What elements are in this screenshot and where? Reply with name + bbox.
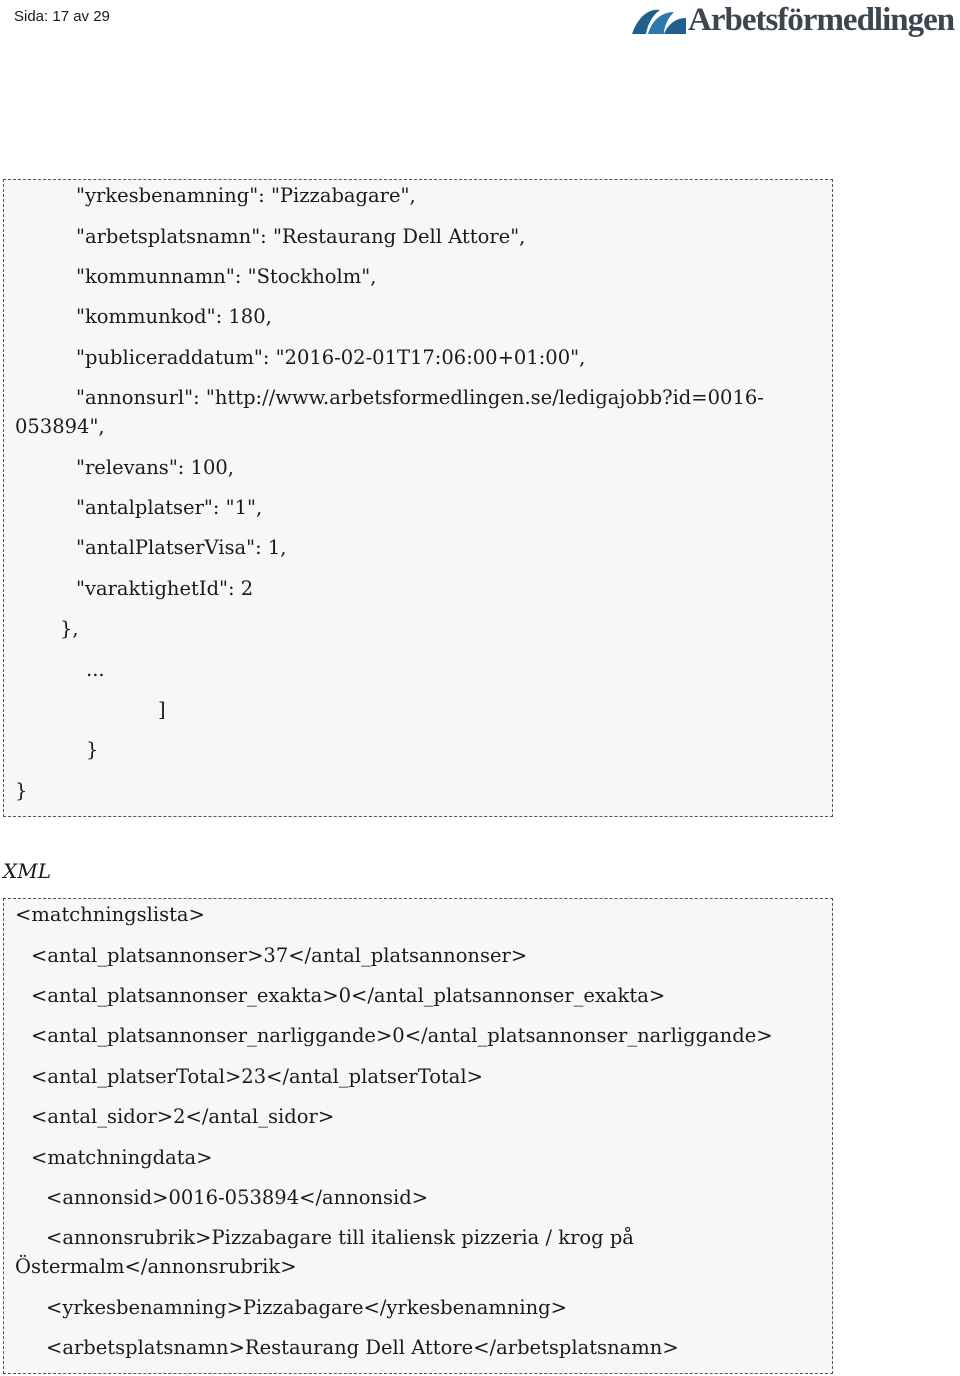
code-line: <antal_platsannonser_exakta>0</antal_platsannonser_exakta> — [31, 984, 666, 1007]
code-line: <yrkesbenamning>Pizzabagare</yrkesbenamning> — [46, 1296, 568, 1319]
code-line: ... — [86, 658, 105, 681]
code-line: <antal_platsannonser_narliggande>0</antal_platsannonser_narliggande> — [31, 1024, 773, 1047]
arbetsformedlingen-logo — [630, 2, 960, 48]
xml-code-block — [3, 898, 833, 1374]
code-line: 053894", — [15, 415, 105, 438]
xml-heading: XML — [3, 859, 51, 883]
code-line: <annonsid>0016-053894</annonsid> — [46, 1186, 429, 1209]
logo-text: Arbetsförmedlingen — [688, 2, 955, 38]
json-code-block — [3, 179, 833, 817]
code-line: <annonsrubrik>Pizzabagare till italiensk pizzeria / krog på — [46, 1226, 634, 1249]
page-header — [0, 0, 960, 50]
code-line: }, — [60, 617, 79, 640]
code-line: ] — [158, 698, 166, 721]
code-line: <matchningdata> — [31, 1146, 213, 1169]
code-line: } — [86, 738, 99, 761]
code-line: "publiceraddatum": "2016-02-01T17:06:00+01:00", — [76, 346, 586, 369]
code-line: "antalplatser": "1", — [76, 496, 263, 519]
code-line: "varaktighetId": 2 — [76, 577, 254, 600]
code-line: <antal_sidor>2</antal_sidor> — [31, 1105, 335, 1128]
logo-mark-icon — [630, 6, 686, 36]
code-line: "antalPlatserVisa": 1, — [76, 536, 287, 559]
code-line: "arbetsplatsnamn": "Restaurang Dell Attore", — [76, 225, 526, 248]
page-number: Sida: 17 av 29 — [14, 8, 110, 25]
code-line: Östermalm</annonsrubrik> — [15, 1255, 297, 1278]
code-line: <matchningslista> — [15, 903, 205, 926]
code-line: "yrkesbenamning": "Pizzabagare", — [76, 184, 416, 207]
code-line: <arbetsplatsnamn>Restaurang Dell Attore</arbetsplatsnamn> — [46, 1336, 679, 1359]
code-line: "kommunnamn": "Stockholm", — [76, 265, 377, 288]
code-line: "kommunkod": 180, — [76, 305, 272, 328]
code-line: "annonsurl": "http://www.arbetsformedlingen.se/ledigajobb?id=0016- — [76, 386, 764, 409]
code-line: <antal_platsannonser>37</antal_platsannonser> — [31, 944, 528, 967]
code-line: } — [15, 779, 28, 802]
code-line: <antal_platserTotal>23</antal_platserTotal> — [31, 1065, 483, 1088]
code-line: "relevans": 100, — [76, 456, 234, 479]
